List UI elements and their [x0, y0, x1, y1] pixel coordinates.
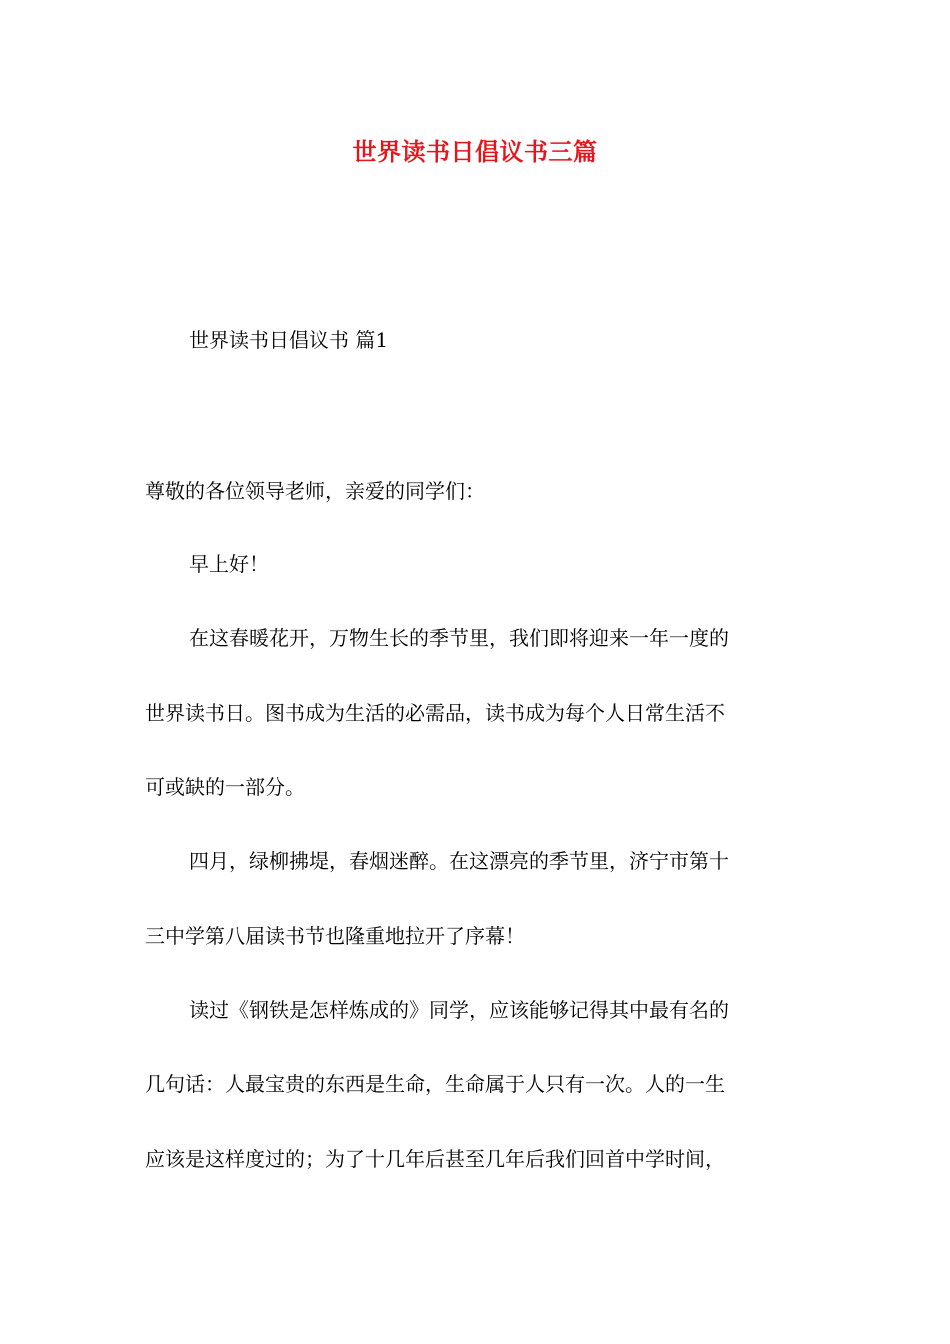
section-heading: 世界读书日倡议书 篇1 — [189, 328, 389, 352]
document-title: 世界读书日倡议书三篇 — [352, 137, 598, 166]
paragraph-line: 应该是这样度过的；为了十几年后甚至几年后我们回首中学时间， — [145, 1147, 725, 1171]
paragraph-line: 可或缺的一部分。 — [145, 775, 305, 799]
paragraph-line: 在这春暖花开，万物生长的季节里，我们即将迎来一年一度的 — [189, 626, 729, 650]
paragraph-line: 世界读书日。图书成为生活的必需品，读书成为每个人日常生活不 — [145, 701, 725, 725]
paragraph-line: 四月，绿柳拂堤，春烟迷醉。在这漂亮的季节里，济宁市第十 — [189, 849, 729, 873]
paragraph-line: 三中学第八届读书节也隆重地拉开了序幕！ — [145, 924, 525, 948]
salutation-line: 尊敬的各位领导老师，亲爱的同学们： — [145, 479, 485, 503]
paragraph-line: 读过《钢铁是怎样炼成的》同学，应该能够记得其中最有名的 — [189, 998, 729, 1022]
greeting-line: 早上好！ — [189, 552, 269, 576]
paragraph-line: 几句话：人最宝贵的东西是生命，生命属于人只有一次。人的一生 — [145, 1072, 725, 1096]
